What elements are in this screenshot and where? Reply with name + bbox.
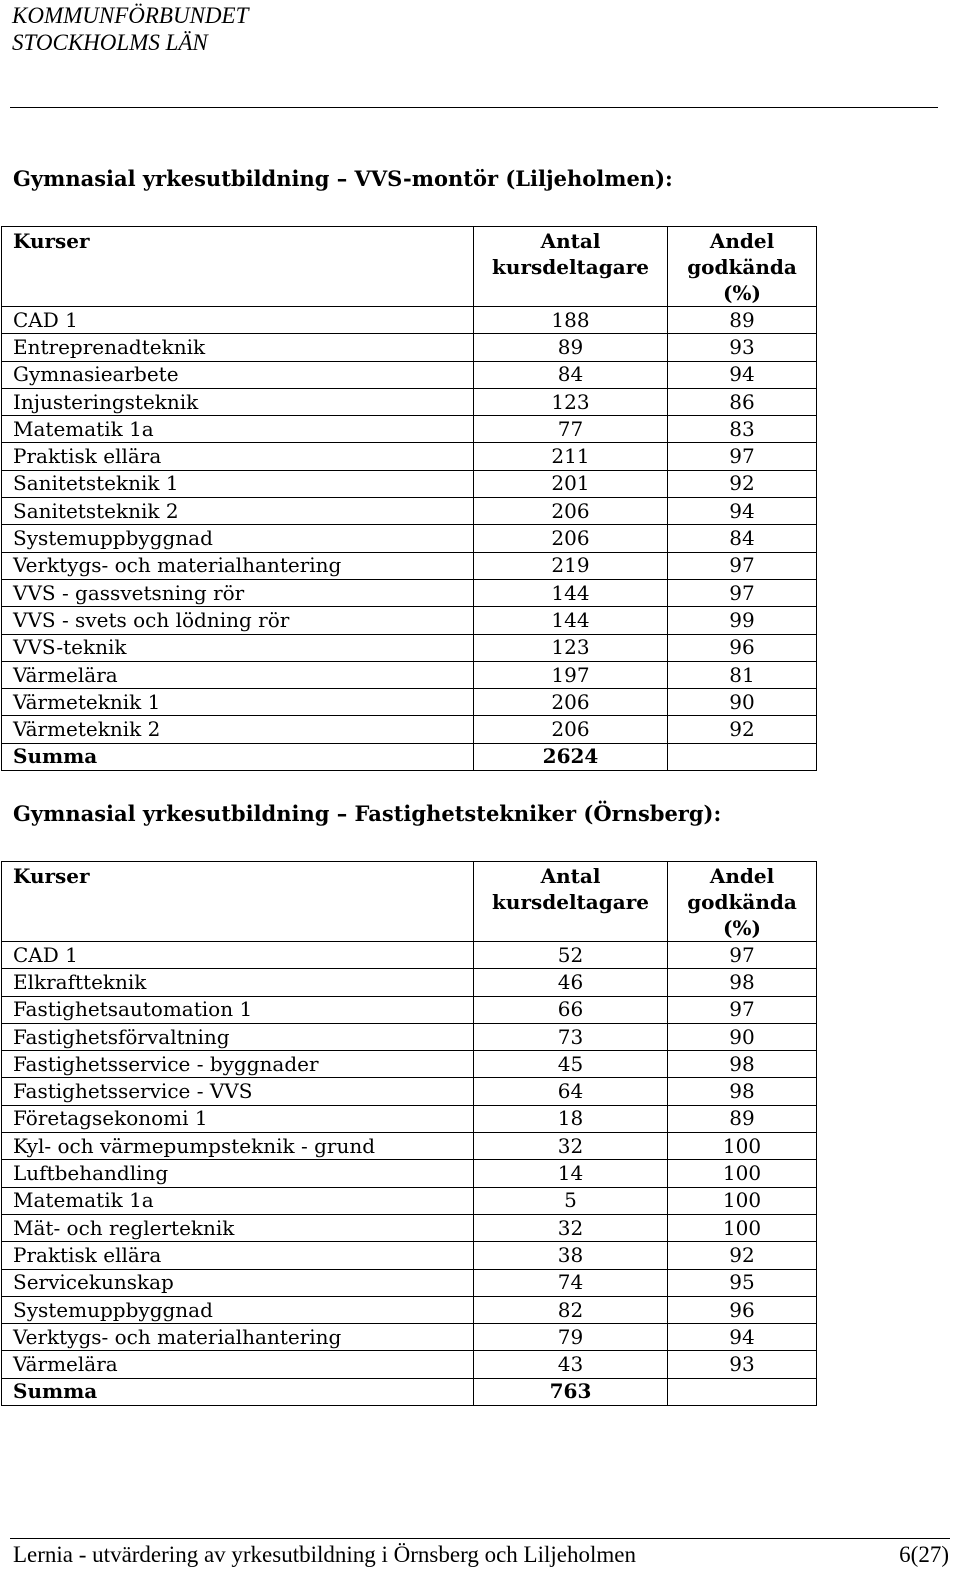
participant-count: 38: [474, 1242, 668, 1269]
course-name: CAD 1: [2, 942, 474, 969]
pass-rate: 99: [668, 607, 817, 634]
course-name: Kyl- och värmepumpsteknik - grund: [2, 1133, 474, 1160]
pass-rate: 94: [668, 361, 817, 388]
pass-rate: 89: [668, 307, 817, 334]
pass-rate: 92: [668, 470, 817, 497]
sum-value: 2624: [474, 743, 668, 770]
table-row: [2, 1051, 817, 1078]
pass-rate: 93: [668, 334, 817, 361]
course-name: Systemuppbyggnad: [2, 1296, 474, 1323]
pass-rate: 100: [668, 1160, 817, 1187]
course-name: Företagsekonomi 1: [2, 1105, 474, 1132]
pass-rate: 81: [668, 661, 817, 688]
participant-count: 197: [474, 661, 668, 688]
table-row: [2, 1105, 817, 1132]
participant-count: 32: [474, 1133, 668, 1160]
section-title-fastighet: Gymnasial yrkesutbildning – Fastighetstekniker (Örnsberg):: [13, 801, 722, 826]
table-row: [2, 443, 817, 470]
pass-rate: 94: [668, 1324, 817, 1351]
table-row: [2, 1269, 817, 1296]
course-name: Injusteringsteknik: [2, 388, 474, 415]
organization-line-1: KOMMUNFÖRBUNDET: [12, 3, 249, 28]
table-row: [2, 1133, 817, 1160]
pass-rate: 86: [668, 388, 817, 415]
footer-title: Lernia - utvärdering av yrkesutbildning i Örnsberg och Liljeholmen: [13, 1542, 636, 1567]
course-name: Matematik 1a: [2, 416, 474, 443]
pass-rate: 100: [668, 1187, 817, 1214]
course-name: Fastighetsförvaltning: [2, 1023, 474, 1050]
participant-count: 188: [474, 307, 668, 334]
table-row: [2, 552, 817, 579]
course-table-vvs: [1, 226, 817, 771]
pass-rate: 96: [668, 634, 817, 661]
table-row: [2, 1296, 817, 1323]
course-name: Praktisk ellära: [2, 443, 474, 470]
table-row: [2, 334, 817, 361]
participant-count: 84: [474, 361, 668, 388]
sum-label: Summa: [2, 1378, 474, 1405]
table-row: [2, 416, 817, 443]
participant-count: 74: [474, 1269, 668, 1296]
participant-count: 18: [474, 1105, 668, 1132]
course-name: CAD 1: [2, 307, 474, 334]
table-row: [2, 661, 817, 688]
course-name: Värmelära: [2, 661, 474, 688]
participant-count: 14: [474, 1160, 668, 1187]
participant-count: 5: [474, 1187, 668, 1214]
course-name: Sanitetsteknik 2: [2, 498, 474, 525]
page-number: 6(27): [899, 1542, 949, 1567]
pass-rate: 84: [668, 525, 817, 552]
pass-rate: 97: [668, 579, 817, 606]
table-row: [2, 1324, 817, 1351]
participant-count: 66: [474, 996, 668, 1023]
pass-rate: 98: [668, 1051, 817, 1078]
course-name: Servicekunskap: [2, 1269, 474, 1296]
table-row: [2, 942, 817, 969]
table-row: [2, 969, 817, 996]
organization-line-2: STOCKHOLMS LÄN: [12, 30, 208, 55]
course-name: Praktisk ellära: [2, 1242, 474, 1269]
pass-rate: 94: [668, 498, 817, 525]
section-title-vvs: Gymnasial yrkesutbildning – VVS-montör (Liljeholmen):: [13, 166, 673, 191]
course-table-fastighet: [1, 861, 817, 1406]
course-name: Fastighetsservice - byggnader: [2, 1051, 474, 1078]
pass-rate: 97: [668, 942, 817, 969]
sum-label: Summa: [2, 743, 474, 770]
table-row: [2, 307, 817, 334]
pass-rate: 93: [668, 1351, 817, 1378]
course-name: Verktygs- och materialhantering: [2, 1324, 474, 1351]
participant-count: 201: [474, 470, 668, 497]
participant-count: 32: [474, 1214, 668, 1241]
course-name: Verktygs- och materialhantering: [2, 552, 474, 579]
course-name: Värmelära: [2, 1351, 474, 1378]
table-row: [2, 579, 817, 606]
pass-rate: 92: [668, 1242, 817, 1269]
table-header-row: [2, 862, 817, 942]
pass-rate: 100: [668, 1133, 817, 1160]
course-name: Sanitetsteknik 1: [2, 470, 474, 497]
table-header-row: [2, 227, 817, 307]
sum-empty: [668, 743, 817, 770]
participant-count: 206: [474, 689, 668, 716]
course-name: VVS - svets och lödning rör: [2, 607, 474, 634]
pass-rate: 83: [668, 416, 817, 443]
course-name: Matematik 1a: [2, 1187, 474, 1214]
participant-count: 46: [474, 969, 668, 996]
column-header: Andel godkända (%): [668, 862, 817, 942]
table-row: [2, 716, 817, 743]
pass-rate: 98: [668, 969, 817, 996]
table-sum-row: [2, 743, 817, 770]
participant-count: 219: [474, 552, 668, 579]
table-row: [2, 607, 817, 634]
organization-name: [12, 2, 248, 56]
column-header: Antal kursdeltagare: [474, 862, 668, 942]
header-divider: [10, 107, 938, 108]
participant-count: 206: [474, 498, 668, 525]
table-row: [2, 388, 817, 415]
table-row: [2, 1214, 817, 1241]
course-name: Mät- och reglerteknik: [2, 1214, 474, 1241]
pass-rate: 97: [668, 996, 817, 1023]
course-name: VVS-teknik: [2, 634, 474, 661]
participant-count: 144: [474, 579, 668, 606]
sum-empty: [668, 1378, 817, 1405]
table-row: [2, 1078, 817, 1105]
pass-rate: 92: [668, 716, 817, 743]
pass-rate: 100: [668, 1214, 817, 1241]
column-header: Andel godkända (%): [668, 227, 817, 307]
table-row: [2, 1023, 817, 1050]
participant-count: 144: [474, 607, 668, 634]
participant-count: 206: [474, 525, 668, 552]
course-name: Värmeteknik 1: [2, 689, 474, 716]
column-header: Kurser: [2, 862, 474, 942]
pass-rate: 95: [668, 1269, 817, 1296]
participant-count: 206: [474, 716, 668, 743]
course-name: VVS - gassvetsning rör: [2, 579, 474, 606]
course-name: Fastighetsautomation 1: [2, 996, 474, 1023]
table-row: [2, 361, 817, 388]
participant-count: 73: [474, 1023, 668, 1050]
column-header: Antal kursdeltagare: [474, 227, 668, 307]
course-name: Elkraftteknik: [2, 969, 474, 996]
pass-rate: 97: [668, 443, 817, 470]
table-sum-row: [2, 1378, 817, 1405]
participant-count: 89: [474, 334, 668, 361]
table-row: [2, 470, 817, 497]
participant-count: 45: [474, 1051, 668, 1078]
table-row: [2, 634, 817, 661]
footer-divider: [10, 1538, 950, 1539]
pass-rate: 96: [668, 1296, 817, 1323]
footer: [13, 1541, 949, 1569]
course-name: Luftbehandling: [2, 1160, 474, 1187]
table-row: [2, 1351, 817, 1378]
table-row: [2, 498, 817, 525]
participant-count: 123: [474, 388, 668, 415]
participant-count: 52: [474, 942, 668, 969]
participant-count: 64: [474, 1078, 668, 1105]
course-name: Gymnasiearbete: [2, 361, 474, 388]
table-row: [2, 996, 817, 1023]
course-name: Värmeteknik 2: [2, 716, 474, 743]
table-row: [2, 1160, 817, 1187]
pass-rate: 98: [668, 1078, 817, 1105]
participant-count: 82: [474, 1296, 668, 1323]
pass-rate: 97: [668, 552, 817, 579]
pass-rate: 89: [668, 1105, 817, 1132]
column-header: Kurser: [2, 227, 474, 307]
table-row: [2, 525, 817, 552]
pass-rate: 90: [668, 689, 817, 716]
pass-rate: 90: [668, 1023, 817, 1050]
participant-count: 211: [474, 443, 668, 470]
course-name: Fastighetsservice - VVS: [2, 1078, 474, 1105]
table-row: [2, 1187, 817, 1214]
participant-count: 123: [474, 634, 668, 661]
sum-value: 763: [474, 1378, 668, 1405]
participant-count: 77: [474, 416, 668, 443]
table-row: [2, 1242, 817, 1269]
course-name: Entreprenadteknik: [2, 334, 474, 361]
course-name: Systemuppbyggnad: [2, 525, 474, 552]
participant-count: 43: [474, 1351, 668, 1378]
participant-count: 79: [474, 1324, 668, 1351]
table-row: [2, 689, 817, 716]
